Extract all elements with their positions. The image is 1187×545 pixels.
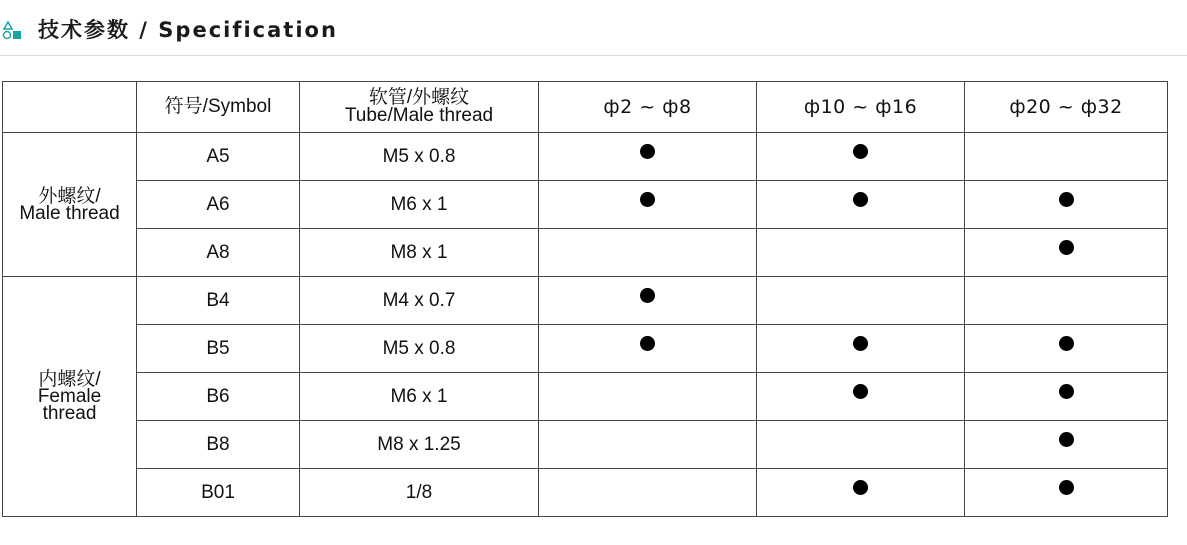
section-title: 技术参数 / Specification [38,18,338,42]
header-empty-cell [3,82,137,133]
header-size-20-32: ф20 ~ ф32 [965,82,1168,133]
available-dot [853,384,868,399]
table-row [3,421,1168,469]
symbol-cell: A5 [137,133,300,181]
header-size-10-16: ф10 ~ ф16 [757,82,965,133]
header-thread-en: Tube/Male thread [344,105,494,126]
header-thread-cn: 软管/外螺纹 [368,87,470,108]
size-cell [757,469,965,517]
size-cell [539,181,757,229]
size-cell [757,181,965,229]
available-dot [640,192,655,207]
available-dot [640,144,655,159]
table-row [3,469,1168,517]
size-cell [757,373,965,421]
specification-table [2,81,1168,517]
table-row [3,181,1168,229]
available-dot [1059,192,1074,207]
group-female-thread [3,277,137,517]
table-row [3,373,1168,421]
size-cell [757,133,965,181]
size-cell [757,277,965,325]
size-cell [965,277,1168,325]
thread-cell: M6 x 1 [300,373,539,421]
header-symbol: 符号/Symbol [137,82,300,133]
thread-cell: M6 x 1 [300,181,539,229]
size-cell [539,325,757,373]
header-thread [300,82,539,133]
thread-cell: M8 x 1.25 [300,421,539,469]
symbol-cell: B5 [137,325,300,373]
size-cell [757,325,965,373]
size-cell [539,277,757,325]
available-dot [1059,432,1074,447]
group-male-thread [3,133,137,277]
header-size-2-8: ф2 ~ ф8 [539,82,757,133]
size-cell [539,421,757,469]
symbol-cell: B01 [137,469,300,517]
group-label-line: Female [37,386,102,407]
symbol-cell: B6 [137,373,300,421]
shapes-icon [2,20,24,42]
group-label-line: 内螺纹/ [38,369,101,390]
thread-cell: M4 x 0.7 [300,277,539,325]
available-dot [853,192,868,207]
table-row [3,229,1168,277]
symbol-cell: B8 [137,421,300,469]
group-label-line: Male thread [19,202,120,224]
thread-cell: 1/8 [300,469,539,517]
size-cell [965,469,1168,517]
thread-cell: M5 x 0.8 [300,325,539,373]
section-header [0,12,1187,46]
symbol-cell: B4 [137,277,300,325]
table-row [3,277,1168,325]
available-dot [853,480,868,495]
thread-cell: M8 x 1 [300,229,539,277]
size-cell [965,133,1168,181]
available-dot [853,336,868,351]
size-cell [965,229,1168,277]
size-cell [539,133,757,181]
size-cell [757,229,965,277]
size-cell [965,325,1168,373]
size-cell [539,469,757,517]
size-cell [965,421,1168,469]
group-label-line: thread [42,403,97,424]
divider [0,55,1187,56]
size-cell [539,229,757,277]
table-row [3,133,1168,181]
size-cell [757,421,965,469]
symbol-cell: A8 [137,229,300,277]
available-dot [853,144,868,159]
table-row [3,325,1168,373]
available-dot [1059,336,1074,351]
available-dot [1059,240,1074,255]
thread-cell: M5 x 0.8 [300,133,539,181]
size-cell [965,181,1168,229]
available-dot [1059,384,1074,399]
size-cell [539,373,757,421]
available-dot [640,336,655,351]
size-cell [965,373,1168,421]
available-dot [640,288,655,303]
symbol-cell: A6 [137,181,300,229]
available-dot [1059,480,1074,495]
group-label-line: 外螺纹/ [38,185,101,207]
table-header-row [3,82,1168,133]
